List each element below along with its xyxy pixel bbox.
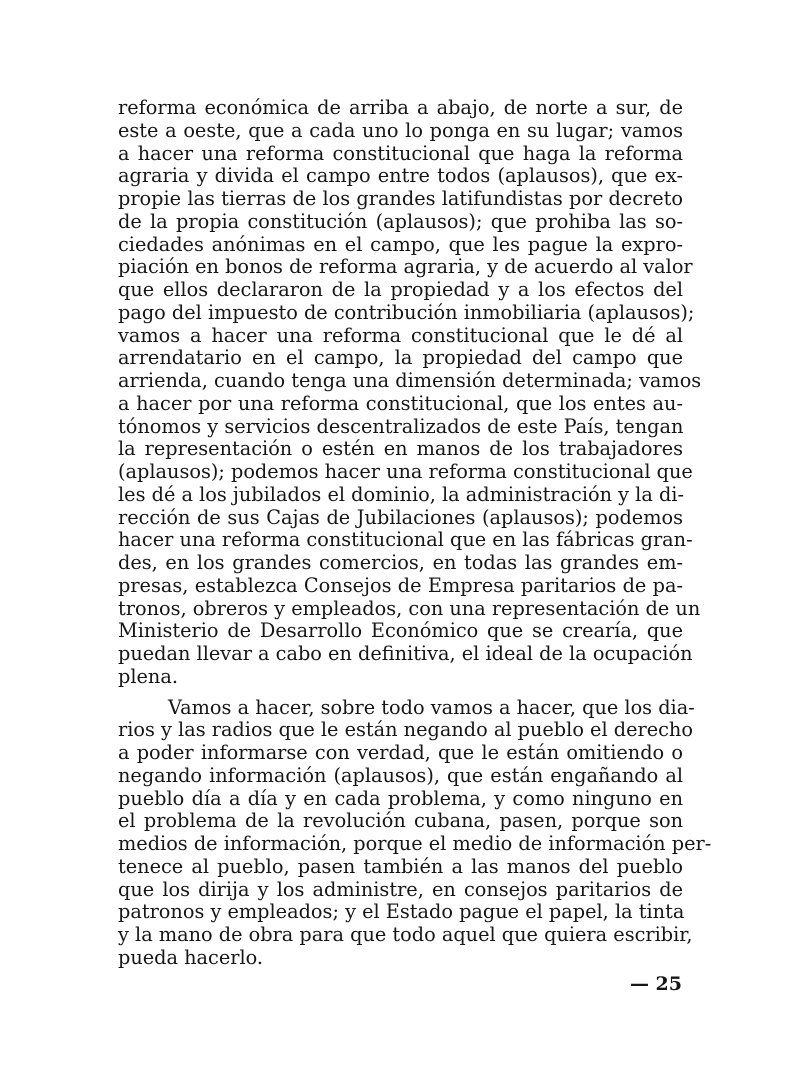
text-line: pueblo día a día y en cada problema, y como ninguno en — [118, 786, 683, 810]
text-line: hacer una reforma constitucional que en las fábricas gran- — [118, 528, 693, 552]
text-line: y la mano de obra para que todo aquel que quiera escribir, — [118, 923, 693, 946]
text-line: negando información (aplausos), que están engañando al — [118, 763, 683, 787]
text-line: vamos a hacer una reforma constitucional que le dé al — [118, 323, 683, 347]
text-line: tenece al pueblo, pasen también a las manos del pueblo — [118, 854, 683, 878]
text-line: que ellos declararon de la propiedad y a los efectos del — [118, 278, 683, 301]
text-line: (aplausos); podemos hacer una reforma constitucional que — [118, 460, 693, 483]
paragraph — [118, 695, 712, 970]
text-line: a hacer una reforma constitucional que haga la reforma — [118, 141, 683, 165]
text-line: ciedades anónimas en el campo, que les pague la expro- — [118, 232, 683, 256]
text-line: tónomos y servicios descentralizados de este País, tengan — [118, 414, 684, 438]
text-line: de la propia constitución (aplausos); que prohiba las so- — [118, 209, 683, 233]
text-line: medios de información, porque el medio de información per- — [118, 832, 712, 855]
text-line: Vamos a hacer, sobre todo vamos a hacer, que los dia- — [168, 695, 695, 719]
text-line: la representación o estén en manos de los trabajadores — [118, 437, 683, 461]
text-line: arrienda, cuando tenga una dimensión determinada; vamos — [118, 369, 702, 392]
body-text — [118, 96, 712, 970]
text-line: a poder informarse con verdad, que le están omitiendo o — [118, 741, 683, 764]
text-line: agraria y divida el campo entre todos (aplausos), que ex- — [118, 164, 683, 188]
text-line: rección de sus Cajas de Jubilaciones (aplausos); podemos — [118, 505, 683, 529]
text-line: arrendatario en el campo, la propiedad del campo que — [118, 346, 683, 370]
text-line: presas, establezca Consejos de Empresa paritarios de pa- — [118, 573, 683, 597]
text-line: puedan llevar a cabo en definitiva, el ideal de la ocupación — [118, 642, 693, 665]
text-line: patronos y empleados; y el Estado pague el papel, la tinta — [118, 900, 685, 924]
text-line: a hacer por una reforma constitucional, que los entes au- — [118, 391, 683, 415]
page-number: — 25 — [629, 973, 682, 995]
text-line: piación en bonos de reforma agraria, y de acuerdo al valor — [118, 255, 693, 279]
text-line: este a oeste, que a cada uno lo ponga en su lugar; vamos — [118, 118, 683, 142]
paragraph — [118, 96, 702, 689]
text-line: rios y las radios que le están negando al pueblo el derecho — [118, 718, 693, 742]
text-line: el problema de la revolución cubana, pasen, porque son — [118, 809, 683, 833]
text-line: pueda hacerlo. — [118, 945, 264, 969]
text-line: des, en los grandes comercios, en todas las grandes em- — [118, 551, 683, 574]
text-line: propie las tierras de los grandes latifundistas por decreto — [118, 187, 683, 210]
text-line: plena. — [118, 664, 178, 688]
text-line: pago del impuesto de contribución inmobiliaria (aplausos); — [118, 300, 695, 324]
text-line: Ministerio de Desarrollo Económico que se crearía, que — [118, 619, 683, 643]
text-line: les dé a los jubilados el dominio, la administración y la di- — [118, 482, 684, 506]
text-line: que los dirija y los administre, en consejos paritarios de — [118, 877, 683, 901]
text-line: reforma económica de arriba a abajo, de norte a sur, de — [118, 96, 683, 119]
text-line: tronos, obreros y empleados, con una representación de un — [118, 596, 701, 620]
